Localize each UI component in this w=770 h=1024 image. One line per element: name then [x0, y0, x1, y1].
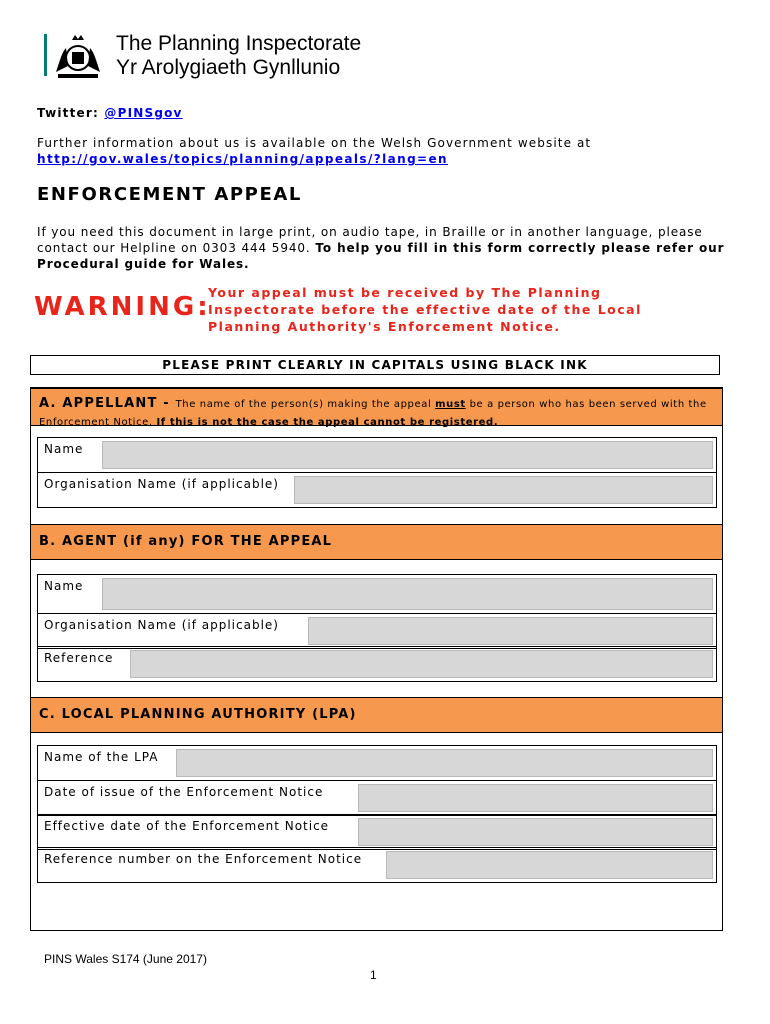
section-a-header: [31, 388, 722, 426]
appellant-org-field: [37, 472, 717, 508]
notice-reference-field: [37, 847, 717, 883]
section-a-desc-post: be a person who has been served with the Enforcement Notice.: [39, 399, 707, 428]
section-a-desc-bold: If this is not the case the appeal cannot be registered.: [156, 417, 499, 428]
lpa-name-input[interactable]: [176, 749, 713, 777]
twitter-line: [37, 106, 183, 120]
form-code: PINS Wales S174 (June 2017): [44, 952, 207, 966]
agent-reference-label: Reference: [44, 651, 114, 665]
section-b-header: [31, 524, 722, 560]
logo-accent-bar: [44, 34, 47, 76]
lpa-name-label: Name of the LPA: [44, 750, 159, 764]
further-info-text: Further information about us is available on the Welsh Government website at: [37, 136, 592, 150]
royal-crest-icon: [50, 32, 106, 80]
notice-effective-date-input[interactable]: [358, 818, 713, 846]
org-name-english: The Planning Inspectorate: [116, 32, 362, 55]
notice-reference-label: Reference number on the Enforcement Notice: [44, 852, 363, 866]
section-a-title: A. APPELLANT -: [39, 396, 176, 411]
print-notice: PLEASE PRINT CLEARLY IN CAPITALS USING BLACK INK: [30, 355, 720, 375]
intro-paragraph: [37, 224, 727, 272]
notice-effective-date-field: [37, 814, 717, 850]
appellant-org-label: Organisation Name (if applicable): [44, 477, 279, 491]
twitter-label: Twitter:: [37, 106, 105, 120]
appellant-org-input[interactable]: [294, 476, 713, 504]
notice-issue-date-input[interactable]: [358, 784, 713, 812]
section-b-title: B. AGENT (if any) FOR THE APPEAL: [39, 534, 333, 549]
section-a-desc-pre: The name of the person(s) making the appeal: [175, 399, 436, 410]
agent-name-label: Name: [44, 579, 84, 593]
intro-text: If you need this document in large print, on audio tape, in Braille or in another language, please contact our Helpline on 0303 444 5940.: [37, 225, 703, 255]
twitter-link[interactable]: @PINSgov: [104, 106, 183, 120]
agent-reference-input[interactable]: [130, 650, 713, 678]
notice-effective-date-label: Effective date of the Enforcement Notice: [44, 819, 330, 833]
section-a-desc-must: must: [435, 399, 466, 410]
section-c-title: C. LOCAL PLANNING AUTHORITY (LPA): [39, 707, 357, 722]
notice-reference-input[interactable]: [386, 851, 713, 879]
section-c-header: [31, 697, 722, 733]
org-name-welsh: Yr Arolygiaeth Gynllunio: [116, 56, 341, 79]
appellant-name-label: Name: [44, 442, 84, 456]
notice-issue-date-field: [37, 780, 717, 816]
notice-issue-date-label: Date of issue of the Enforcement Notice: [44, 785, 324, 799]
page-number: 1: [370, 968, 377, 982]
lpa-name-field: [37, 745, 717, 781]
warning-label: WARNING:: [34, 292, 211, 322]
warning-text: Your appeal must be received by The Planning Inspectorate before the effective date of the Local Planning Authority's Enforcement Notice.: [208, 285, 642, 334]
agent-name-field: [37, 574, 717, 614]
page-title: ENFORCEMENT APPEAL: [37, 184, 302, 205]
appellant-name-input[interactable]: [102, 441, 713, 469]
appellant-name-field: [37, 437, 717, 473]
agent-org-field: [37, 613, 717, 649]
agent-org-input[interactable]: [308, 617, 713, 645]
intro-bold-text: To help you fill in this form correctly please refer our Procedural guide for Wales.: [37, 241, 725, 271]
agent-name-input[interactable]: [102, 578, 713, 610]
agent-reference-field: [37, 646, 717, 682]
agent-org-label: Organisation Name (if applicable): [44, 618, 279, 632]
website-link[interactable]: http://gov.wales/topics/planning/appeals/?lang=en: [37, 152, 448, 166]
